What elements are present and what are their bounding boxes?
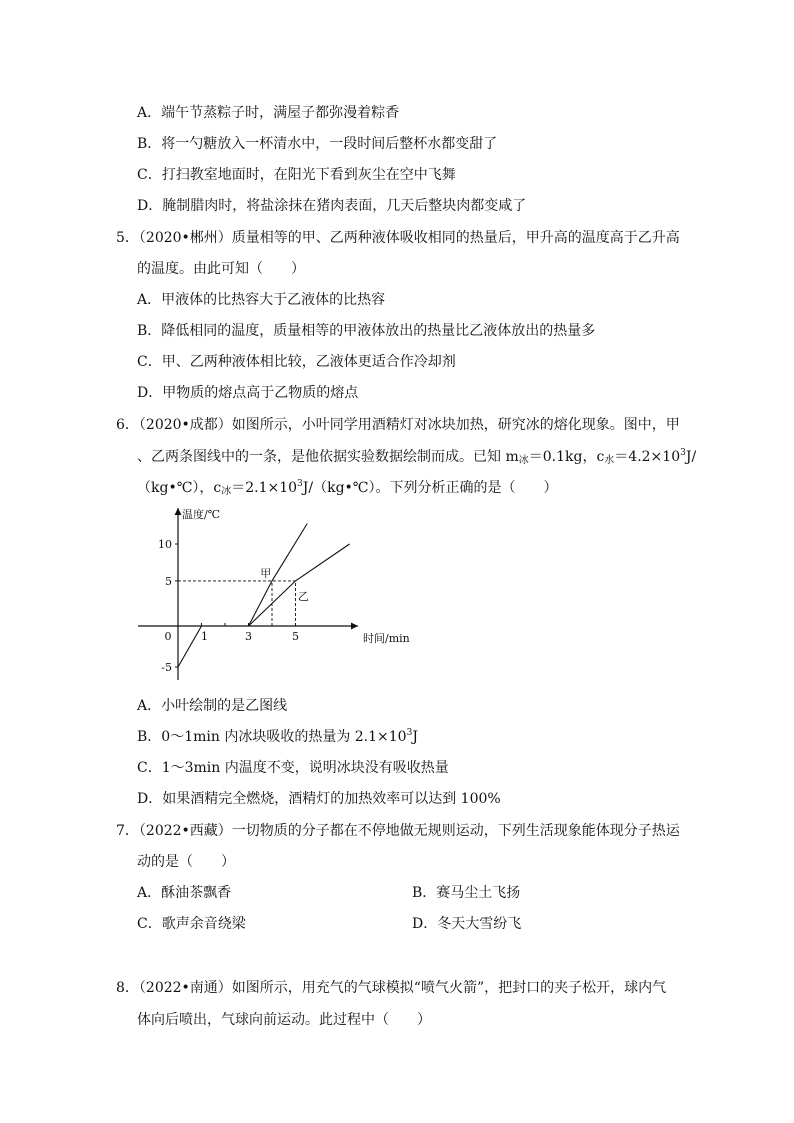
x-tick-label: 1	[201, 630, 208, 643]
q6-option-b: B．0～1min 内冰块吸收的热量为 $2.1\times 10^3J$	[137, 728, 418, 745]
q7-stem-line1: 7．（2022•西藏）一切物质的分子都在不停地做无规则运动，下列生活现象能体现分子热运	[116, 823, 680, 839]
q7-option-c: C．歌声余音绕梁	[137, 916, 246, 932]
series-line-yi	[249, 544, 350, 626]
q6-stem-line1: 6．（2020•成都）如图所示，小叶同学用酒精灯对冰块加热，研究冰的熔化现象。图中，甲	[116, 417, 680, 433]
q4-option-d: D．腌制腊肉时，将盐涂抹在猪肉表面，几天后整块肉都变咸了	[137, 198, 527, 214]
q7-option-a: A．酥油茶飘香	[137, 885, 232, 901]
x-tick-label: 5	[292, 630, 299, 643]
y-tick-label: 5	[165, 574, 172, 588]
q6-option-d: D．如果酒精完全燃烧，酒精灯的加热效率可以达到 100%	[137, 791, 501, 807]
x-tick-label: 0	[164, 630, 172, 643]
q5-stem-line1: 5．（2020•郴州）质量相等的甲、乙两种液体吸收相同的热量后，甲升高的温度高于乙升高	[116, 230, 680, 246]
y-tick-label: -5	[161, 661, 172, 674]
q4-option-a: A．端午节蒸粽子时，满屋子都弥漫着粽香	[137, 105, 400, 121]
q5-option-b: B．降低相同的温度，质量相等的甲液体放出的热量比乙液体放出的热量多	[137, 323, 596, 339]
q7-option-b: B．赛马尘土飞扬	[412, 885, 521, 901]
q5-option-d: D．甲物质的熔点高于乙物质的熔点	[137, 385, 359, 401]
series-label-jia: 甲	[260, 566, 272, 580]
y-tick-label: 10	[158, 538, 172, 551]
q5-stem-line2: 的温度。由此可知（ ）	[137, 261, 305, 277]
q6-option-c: C．1～3min 内温度不变，说明冰块没有吸收热量	[137, 760, 449, 776]
q4-option-c: C．打扫教室地面时，在阳光下看到灰尘在空中飞舞	[137, 167, 456, 183]
q6-stem-line2: 、乙两条图线中的一条，是他依据实验数据绘制而成。已知 $m_冰=0.1kg$，$c_水=4.2\times 10^3J/$	[137, 448, 697, 466]
x-axis-label: 时间/min	[363, 632, 410, 645]
q7-stem-line2: 动的是（ ）	[137, 854, 235, 870]
series-label-yi: 乙	[297, 589, 309, 603]
q4-option-b: B．将一勺糖放入一杯清水中，一段时间后整杯水都变甜了	[137, 136, 498, 152]
q7-option-d: D．冬天大雪纷飞	[412, 916, 522, 932]
x-tick-label: 3	[245, 630, 252, 643]
q5-option-c: C．甲、乙两种液体相比较，乙液体更适合作冷却剂	[137, 354, 456, 370]
q8-stem-line2: 体向后喷出，气球向前运动。此过程中（ ）	[137, 1012, 431, 1028]
ice-melting-chart	[130, 500, 430, 690]
q6-option-a: A．小叶绘制的是乙图线	[137, 698, 288, 714]
series-line-jia	[178, 524, 307, 668]
q6-stem-line3: （kg•℃），$c_冰=2.1\times 10^3J/(kg•℃)$。下列分析正确的是（ ）	[137, 479, 558, 497]
q5-option-a: A．甲液体的比热容大于乙液体的比热容	[137, 292, 386, 308]
q8-stem-line1: 8．（2022•南通）如图所示，用充气的气球模拟“喷气火箭”，把封口的夹子松开，球内气	[116, 980, 667, 996]
y-axis-label: 温度/℃	[182, 508, 221, 521]
